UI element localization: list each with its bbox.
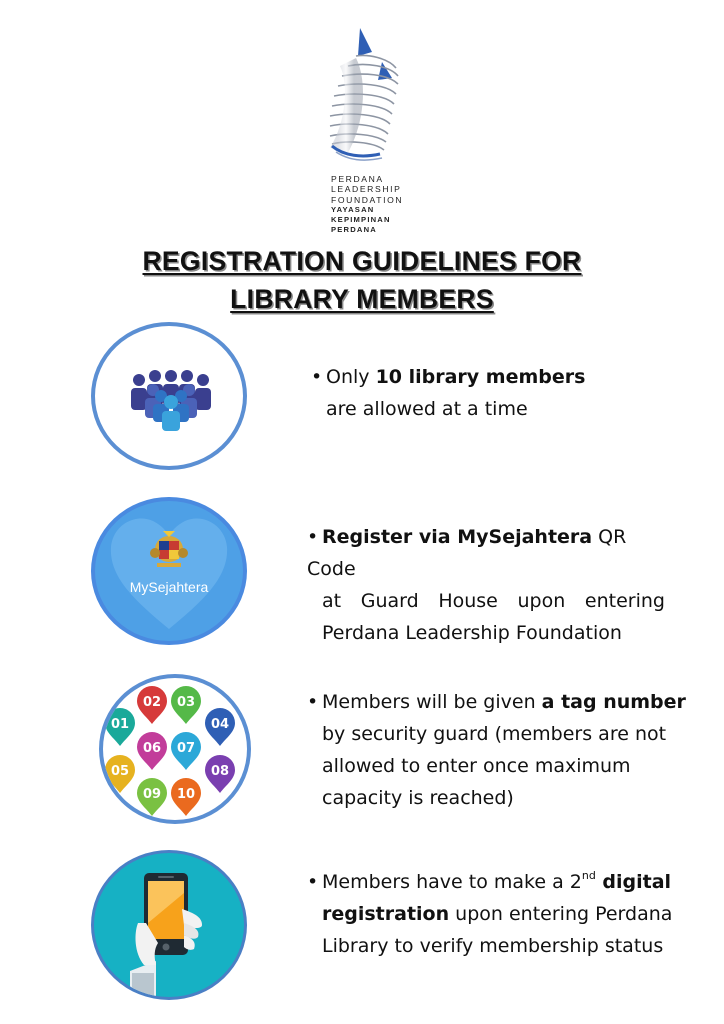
people-group-icon	[91, 322, 247, 470]
guideline-1-bold: 10 library members	[375, 366, 586, 388]
guideline-2-text: QR Code	[307, 526, 627, 580]
tag-pin	[137, 778, 167, 816]
tag-pin	[137, 686, 167, 724]
tag-numbers-icon	[99, 674, 251, 824]
perdana-logo-mark	[318, 22, 414, 172]
tag-number-label: 01	[110, 717, 130, 732]
page-title-line: LIBRARY MEMBERS	[230, 284, 494, 314]
mysejahtera-heart	[95, 501, 243, 641]
mysejahtera-label: MySejahtera	[129, 579, 209, 595]
logo-wordmark	[331, 174, 413, 236]
guideline-3-line2: by security guard (members are not	[322, 723, 667, 745]
smartphone-hand-icon	[91, 850, 247, 1000]
logo-line-malay: KEPIMPINAN	[331, 215, 391, 225]
guideline-4-sup: nd	[581, 869, 596, 882]
guideline-1-text: Only	[326, 366, 376, 388]
logo-line-malay: PERDANA	[331, 225, 377, 235]
tag-number-label: 10	[176, 787, 196, 802]
people-group-drawing	[95, 326, 243, 466]
tag-number-label: 08	[210, 764, 230, 779]
tag-number-label: 05	[110, 764, 130, 779]
tag-number-label: 04	[210, 717, 230, 732]
guideline-3-bold: a tag number	[541, 691, 686, 713]
tag-pin	[105, 708, 135, 746]
tag-pin	[205, 708, 235, 746]
guideline-4-bold-2: registration	[322, 903, 450, 925]
guideline-2-line2: at Guard House upon entering	[322, 590, 665, 612]
guideline-4-line2: upon entering Perdana	[449, 903, 673, 925]
bullet: •	[307, 691, 319, 713]
guideline-4	[307, 866, 682, 962]
page-title-line: REGISTRATION GUIDELINES FOR	[142, 246, 582, 276]
guideline-3-line3: allowed to enter once maximum	[322, 755, 631, 777]
guideline-3	[307, 686, 692, 814]
tag-number-label: 07	[176, 741, 196, 756]
guideline-2-line3: Perdana Leadership Foundation	[322, 622, 622, 644]
tag-number-label: 09	[142, 787, 162, 802]
guideline-4-bold: digital	[595, 871, 672, 893]
bullet: •	[311, 366, 323, 388]
tag-number-label: 03	[176, 695, 196, 710]
guideline-2	[307, 521, 665, 649]
tag-pins-drawing	[103, 678, 247, 820]
smartphone-hand-drawing	[94, 853, 244, 997]
guideline-4-text: Members have to make a 2	[322, 871, 582, 893]
logo-line-malay: YAYASAN	[331, 204, 375, 214]
logo-line: LEADERSHIP	[331, 184, 402, 195]
logo-line: PERDANA	[331, 174, 384, 184]
tag-pin	[205, 755, 235, 793]
tag-pin	[171, 686, 201, 724]
tag-pin	[105, 755, 135, 793]
guideline-3-text: Members will be given	[322, 691, 542, 713]
guideline-1-line2: are allowed at a time	[326, 398, 528, 420]
page-title	[0, 242, 724, 318]
bullet: •	[307, 871, 319, 893]
guideline-4-line3: Library to verify membership status	[322, 935, 664, 957]
tag-number-label: 02	[142, 695, 162, 710]
tag-number-label: 06	[142, 741, 162, 756]
logo-line: FOUNDATION	[331, 194, 404, 205]
tag-pin	[137, 732, 167, 770]
perdana-logo	[318, 22, 414, 235]
tag-pin	[171, 778, 201, 816]
bullet: •	[307, 526, 319, 548]
mysejahtera-icon	[91, 497, 247, 645]
guideline-3-line4: capacity is reached)	[322, 787, 514, 809]
guideline-2-bold: Register via MySejahtera	[322, 526, 593, 548]
tag-pin	[171, 732, 201, 770]
guideline-1	[311, 361, 671, 425]
